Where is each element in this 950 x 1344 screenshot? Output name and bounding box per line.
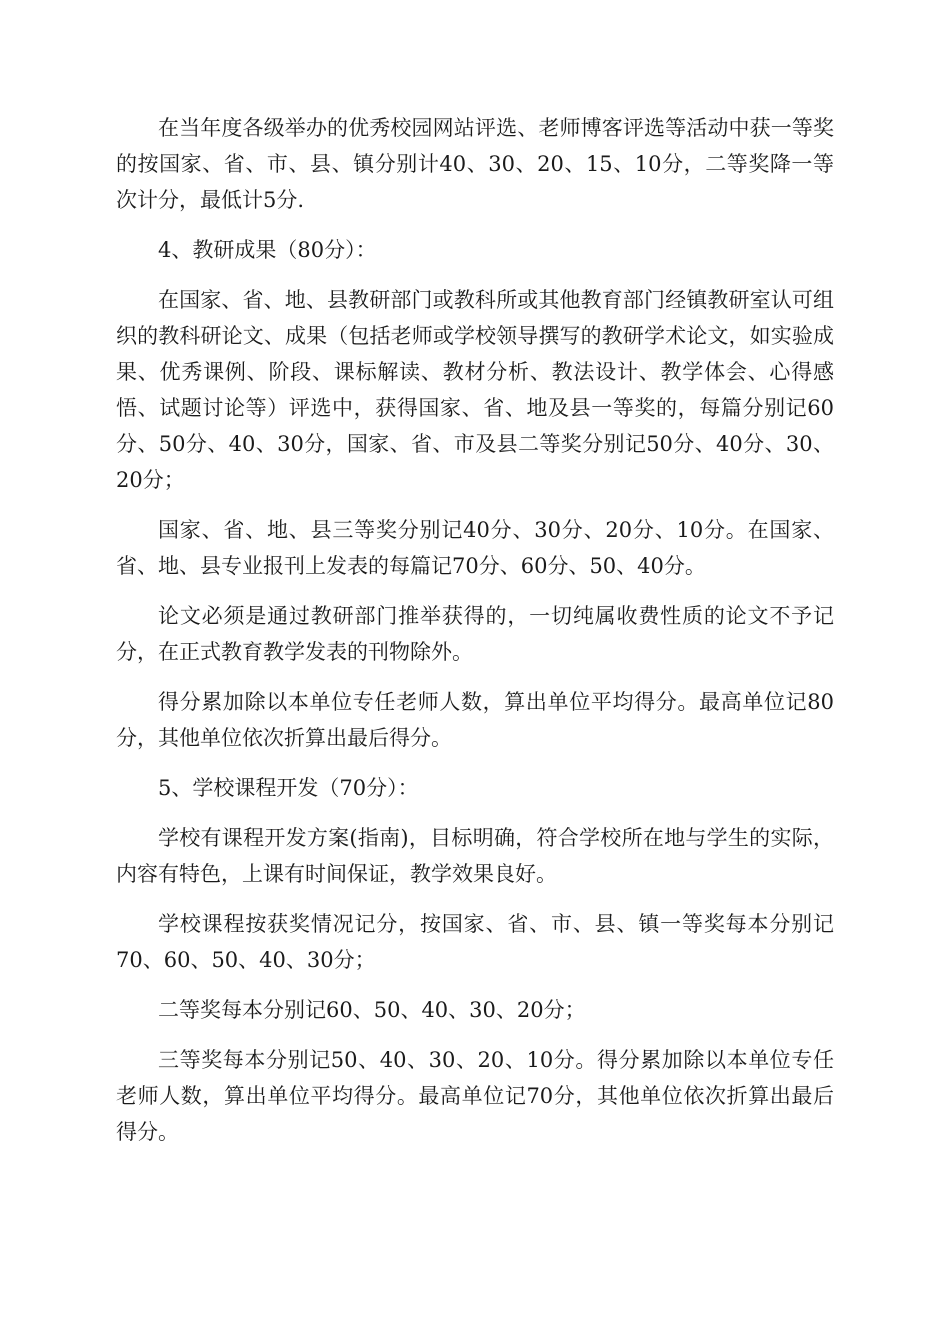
paragraph-website-awards: 在当年度各级举办的优秀校园网站评选、老师博客评选等活动中获一等奖的按国家、省、市、县、镇分别计40、30、20、15、10分，二等奖降一等次计分，最低计5分. xyxy=(116,116,834,212)
paragraph-curriculum-second-prize: 二等奖每本分别记60、50、40、30、20分； xyxy=(158,998,586,1022)
paragraph-research-third-prize: 国家、省、地、县三等奖分别记40分、30分、20分、10分。在国家、省、地、县专业报刊上发表的每篇记70分、60分、50、40分。 xyxy=(116,518,834,578)
paragraph-curriculum-first-prize: 学校课程按获奖情况记分，按国家、省、市、县、镇一等奖每本分别记70、60、50、40、30分； xyxy=(116,912,834,972)
heading-research-results: 4、教研成果（80分）： xyxy=(158,238,377,262)
paragraph-research-score-average: 得分累加除以本单位专任老师人数，算出单位平均得分。最高单位记80分，其他单位依次折算出最后得分。 xyxy=(116,690,834,750)
heading-curriculum-development: 5、学校课程开发（70分）： xyxy=(158,776,419,800)
paragraph-curriculum-plan: 学校有课程开发方案(指南)，目标明确，符合学校所在地与学生的实际，内容有特色，上课有时间保证，教学效果良好。 xyxy=(116,826,834,886)
paragraph-research-first-second-prize: 在国家、省、地、县教研部门或教科所或其他教育部门经镇教研室认可组织的教科研论文、成果（包括老师或学校领导撰写的教研学术论文，如实验成果、优秀课例、阶段、课标解读、教材分析、教法设计、教学体会、心得感悟、试题讨论等）评选中，获得国家、省、地及县一等奖的，每篇分别记60分、50分、40、30分，国家、省、市及县二等奖分别记50分、40分、30、20分； xyxy=(116,288,834,492)
paragraph-paper-rules: 论文必须是通过教研部门推举获得的，一切纯属收费性质的论文不予记分，在正式教育教学发表的刊物除外。 xyxy=(116,604,834,664)
document-page xyxy=(116,110,834,1164)
paragraph-curriculum-third-prize: 三等奖每本分别记50、40、30、20、10分。得分累加除以本单位专任老师人数，算出单位平均得分。最高单位记70分，其他单位依次折算出最后得分。 xyxy=(116,1048,834,1144)
